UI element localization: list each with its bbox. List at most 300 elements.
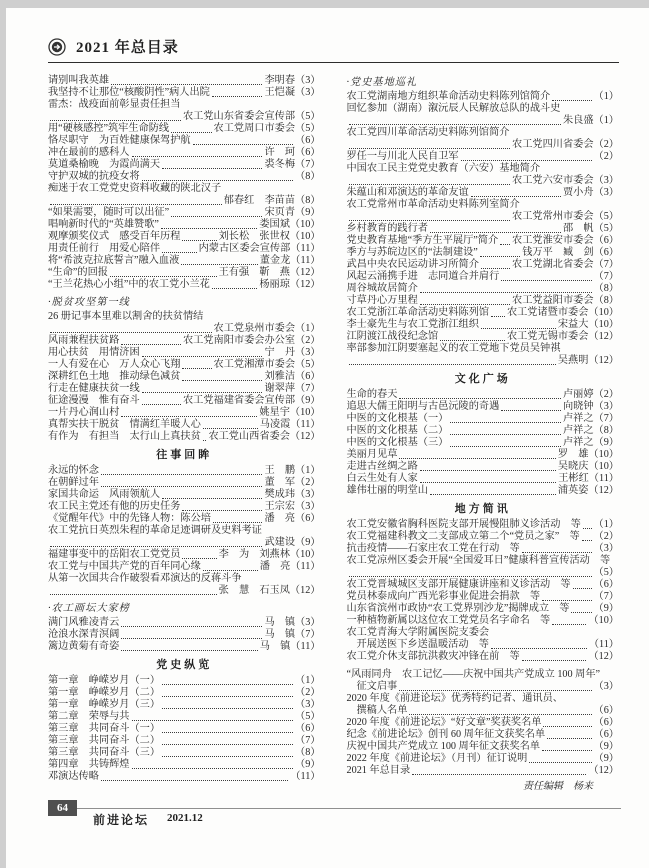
entry-ref: （6） bbox=[295, 723, 321, 734]
leader-dots bbox=[121, 626, 262, 627]
leader-dots bbox=[162, 732, 293, 733]
entry-ref: （2） bbox=[593, 151, 619, 162]
toc-entry-line bbox=[347, 151, 620, 163]
leader-dots bbox=[181, 264, 257, 265]
toc-entry-line bbox=[48, 465, 321, 477]
entry-ref: 许 珂（6） bbox=[264, 147, 321, 158]
leader-dots bbox=[440, 340, 505, 341]
entry-title: 请别叫我英雄 bbox=[48, 75, 110, 86]
toc-entry-line bbox=[48, 347, 321, 359]
toc-entry bbox=[347, 473, 620, 485]
entry-title: 第三章 共同奋斗（二） bbox=[48, 735, 161, 746]
toc-entry bbox=[347, 437, 620, 449]
toc-entry bbox=[48, 243, 321, 255]
toc-entry-line bbox=[48, 759, 321, 771]
entry-ref: 向晓钟（3） bbox=[562, 401, 619, 412]
entry-title: 庆祝中国共产党成立 100 周年征文获奖名单 bbox=[346, 741, 541, 752]
leader-dots bbox=[349, 124, 561, 125]
entry-ref: 李 为 刘燕林（10） bbox=[218, 549, 321, 560]
toc-entry-line bbox=[48, 183, 321, 195]
entry-title: 党员林泰成向广西光彩事业促进会捐款 等 bbox=[346, 591, 541, 602]
toc-entry bbox=[48, 641, 321, 653]
leader-dots bbox=[552, 624, 586, 625]
toc-entry bbox=[48, 383, 321, 395]
toc-entry-line bbox=[347, 591, 620, 603]
toc-entry-line bbox=[48, 407, 321, 419]
toc-entry-line bbox=[48, 87, 321, 99]
entry-ref: 农工党周口市委会（5） bbox=[213, 123, 321, 134]
leader-dots bbox=[101, 780, 288, 781]
entry-ref: 卢祥之（8） bbox=[562, 425, 619, 436]
leader-dots bbox=[121, 650, 257, 651]
leader-dots bbox=[182, 558, 216, 559]
toc-entry-line bbox=[347, 669, 620, 681]
leader-dots bbox=[121, 416, 257, 417]
entry-ref: 吴晓庆（10） bbox=[557, 461, 619, 472]
entry-title: 生命的春天 bbox=[346, 389, 398, 400]
entry-ref: （9） bbox=[593, 741, 619, 752]
toc-entry-line bbox=[48, 525, 321, 537]
toc-entry-line bbox=[48, 231, 321, 243]
leader-dots bbox=[212, 288, 258, 289]
entry-title: 李士豪先生与农工党浙江组织 bbox=[346, 319, 479, 330]
entry-ref: 姚星宇（10） bbox=[259, 407, 321, 418]
leader-dots bbox=[450, 446, 561, 447]
entry-title: 满门风雅凌青云 bbox=[48, 617, 120, 628]
entry-ref: （7） bbox=[593, 591, 619, 602]
entry-title: 26 册记事本里难以割舍的扶贫情结 bbox=[48, 311, 204, 322]
entry-title: 雷杰：战疫面前彰显责任担当 bbox=[48, 99, 181, 110]
entry-title: 恪尽职守 为百姓健康保驾护航 bbox=[48, 135, 191, 146]
leader-dots bbox=[542, 600, 591, 601]
toc-entry bbox=[48, 99, 321, 123]
entry-title: 中国农工民主党党史教育（六安）基地简介 bbox=[346, 163, 541, 174]
leader-dots bbox=[481, 328, 556, 329]
leader-dots bbox=[491, 316, 505, 317]
toc-entry bbox=[48, 371, 321, 383]
toc-entry bbox=[48, 431, 321, 443]
entry-title: 一种植物新属以这位农工党党员名字命名 等 bbox=[346, 615, 551, 626]
toc-entry bbox=[48, 549, 321, 561]
toc-entry-line bbox=[347, 579, 620, 591]
toc-entry-line bbox=[48, 537, 321, 549]
entry-title: 农工党浙江革命活动史料陈列馆 bbox=[346, 307, 490, 318]
entry-ref: （3） bbox=[593, 543, 619, 554]
toc-entry bbox=[48, 87, 321, 99]
entry-ref: （9） bbox=[593, 753, 619, 764]
toc-entry bbox=[347, 389, 620, 401]
leader-dots bbox=[111, 84, 262, 85]
leader-dots bbox=[582, 540, 592, 541]
toc-entry-line bbox=[48, 279, 321, 291]
leader-dots bbox=[399, 458, 555, 459]
entry-title: 邓演达传略 bbox=[48, 771, 99, 782]
entry-title: 第一章 峥嵘岁月（三） bbox=[48, 699, 161, 710]
leader-dots bbox=[182, 368, 211, 369]
toc-entry-line bbox=[48, 629, 321, 641]
entry-title: 观摩颁奖仪式 感受百年历程 bbox=[48, 231, 181, 242]
entry-ref: 农工党无锡市委会（12） bbox=[506, 331, 619, 342]
toc-entry-line bbox=[48, 395, 321, 407]
toc-entry bbox=[48, 687, 321, 699]
leader-dots bbox=[450, 434, 561, 435]
entry-ref: 谢翠萍（7） bbox=[264, 383, 321, 394]
entry-title: 征途漫漫 惟有奋斗 bbox=[48, 395, 140, 406]
toc-entry bbox=[48, 525, 321, 549]
toc-entry bbox=[347, 485, 620, 497]
entry-title: 走进古丝绸之路 bbox=[346, 461, 418, 472]
page-title: 2021 年总目录 bbox=[76, 40, 179, 56]
leader-dots bbox=[349, 220, 511, 221]
toc-entry-line bbox=[347, 343, 620, 355]
entry-title: 党史教育基地“季方生平展厅”简介 bbox=[346, 235, 499, 246]
entry-ref: （8） bbox=[593, 283, 619, 294]
toc-entry bbox=[347, 531, 620, 543]
entry-title: 痴迷于农工党党史资料收藏的陕北汉子 bbox=[48, 183, 222, 194]
entry-ref: （5） bbox=[593, 567, 619, 578]
toc-entry-line bbox=[48, 371, 321, 383]
toc-entry-line bbox=[347, 163, 620, 175]
entry-title: 农工民主党还有他的历史任务 bbox=[48, 501, 181, 512]
toc-entry-line bbox=[48, 311, 321, 323]
toc-entry-line bbox=[347, 753, 620, 765]
entry-ref: （7） bbox=[593, 271, 619, 282]
toc-entry bbox=[48, 395, 321, 407]
entry-ref: 杨丽琼（12） bbox=[259, 279, 321, 290]
toc-entry bbox=[347, 271, 620, 283]
toc-block bbox=[48, 297, 321, 443]
entry-title: 追思大儒王阳明与古邑沅陵的奇遇 bbox=[346, 401, 500, 412]
leader-dots bbox=[349, 148, 511, 149]
entry-title: 用心扶贫 用情济困 bbox=[48, 347, 140, 358]
toc-entry bbox=[48, 501, 321, 513]
section-header: 党史纵览 bbox=[156, 659, 213, 671]
entry-title: 罗任一与川北人民自卫军 bbox=[346, 151, 459, 162]
leader-dots bbox=[50, 120, 181, 121]
toc-entry-line bbox=[48, 747, 321, 759]
toc-entry bbox=[48, 477, 321, 489]
leader-dots bbox=[101, 474, 263, 475]
leader-dots bbox=[522, 552, 592, 553]
toc-entry-line bbox=[48, 219, 321, 231]
toc-entry bbox=[347, 163, 620, 187]
entry-ref: 农工党山东省委会宣传部（5） bbox=[182, 111, 321, 122]
entry-ref: 农工党益阳市委会（8） bbox=[512, 295, 619, 306]
entry-title: 一片丹心润山村 bbox=[48, 407, 120, 418]
toc-entry-line bbox=[347, 765, 620, 777]
toc-entry bbox=[48, 135, 321, 147]
toc-entry-line bbox=[48, 735, 321, 747]
toc-entry-line bbox=[48, 561, 321, 573]
page-content bbox=[6, 8, 649, 793]
toc-entry bbox=[48, 465, 321, 477]
toc-columns bbox=[48, 75, 619, 793]
entry-ref: 农工党淮安市委会（6） bbox=[512, 235, 619, 246]
toc-entry bbox=[347, 151, 620, 163]
toc-entry-line bbox=[347, 449, 620, 461]
entry-ref: （9） bbox=[593, 603, 619, 614]
toc-entry-line bbox=[347, 681, 620, 693]
entry-title: 乡村教育的践行者 bbox=[346, 223, 428, 234]
leader-dots bbox=[132, 156, 263, 157]
leader-dots bbox=[420, 470, 556, 471]
entry-title: 山东省滨州市政协“农工党界别沙龙”揭牌成立 等 bbox=[346, 603, 570, 614]
toc-entry-line bbox=[48, 699, 321, 711]
toc-entry-line bbox=[48, 147, 321, 159]
entry-title: 将“希波克拉底誓言”融入血液 bbox=[48, 255, 180, 266]
entry-title: 真帮实扶干脱贫 情满红羊暖人心 bbox=[48, 419, 201, 430]
leader-dots bbox=[547, 738, 591, 739]
leader-dots bbox=[171, 132, 211, 133]
entry-title: 农工党抗日英烈朱程的革命足迹调研及史料考证 bbox=[48, 525, 262, 536]
toc-entry-line bbox=[48, 135, 321, 147]
entry-ref: （11） bbox=[588, 639, 619, 650]
entry-ref: 罗 雄（10） bbox=[557, 449, 619, 460]
leader-dots bbox=[491, 648, 587, 649]
leader-dots bbox=[162, 756, 293, 757]
entry-ref: 娄国斌（10） bbox=[259, 219, 321, 230]
leader-dots bbox=[182, 380, 262, 381]
subsection-marker: ·党史基地巡礼 bbox=[346, 77, 418, 88]
toc-entry-line bbox=[48, 711, 321, 723]
entry-title: 季方与苏皖边区的“法制建设” bbox=[346, 247, 478, 258]
entry-title: 在朝鲜过年 bbox=[48, 477, 99, 488]
toc-entry-line bbox=[347, 115, 620, 127]
entry-ref: 董金龙（11） bbox=[259, 255, 321, 266]
entry-ref: 卢丽婷（2） bbox=[562, 389, 619, 400]
toc-entry bbox=[48, 617, 321, 629]
toc-block bbox=[347, 503, 620, 663]
toc-entry bbox=[48, 513, 321, 525]
leader-dots bbox=[409, 714, 591, 715]
entry-title: 2020 年度《前进论坛》优秀特约记者、通讯员、 bbox=[346, 693, 563, 704]
entry-title: 用责任前行 用爱心陪伴 bbox=[48, 243, 161, 254]
leader-dots bbox=[162, 744, 293, 745]
leader-dots bbox=[203, 440, 207, 441]
entry-title: 行走在健康扶贫一线 bbox=[48, 383, 140, 394]
entry-title: 农工党四川革命活动史料陈列馆简介 bbox=[346, 127, 510, 138]
toc-entry-line bbox=[347, 639, 620, 651]
toc-entry bbox=[347, 693, 620, 717]
leader-dots bbox=[420, 482, 556, 483]
entry-title: 2020 年度《前进论坛》“好文章”奖获奖名单 bbox=[346, 717, 542, 728]
toc-entry-line bbox=[48, 431, 321, 443]
entry-ref: 王有强 靳 燕（12） bbox=[218, 267, 321, 278]
toc-block bbox=[48, 449, 321, 597]
leader-dots bbox=[162, 684, 293, 685]
toc-entry-line bbox=[347, 567, 620, 579]
entry-title: 第二章 荣辱与共 bbox=[48, 711, 130, 722]
page-header bbox=[48, 36, 619, 63]
toc-entry bbox=[347, 765, 620, 777]
toc-entry bbox=[48, 675, 321, 687]
entry-ref: （6） bbox=[593, 729, 619, 740]
entry-title: 农工党与中国共产党的百年同心缘 bbox=[48, 561, 201, 572]
toc-entry bbox=[48, 219, 321, 231]
entry-title: “生命”的回报 bbox=[48, 267, 108, 278]
toc-entry-line bbox=[347, 627, 620, 639]
toc-entry bbox=[347, 555, 620, 579]
entry-title: 回忆参加（湖南）溆沅辰人民解放总队的战斗史 bbox=[346, 103, 561, 114]
toc-entry-line bbox=[347, 187, 620, 199]
entry-ref: 吴燕明（12） bbox=[557, 355, 619, 366]
toc-entry-line bbox=[48, 75, 321, 87]
toc-entry-line bbox=[347, 603, 620, 615]
entry-title: 中医的文化根基（一） bbox=[346, 413, 449, 424]
entry-title: 《觉醒年代》中的先锋人物：陈公培 bbox=[48, 513, 211, 524]
toc-entry-line bbox=[48, 207, 321, 219]
toc-entry-line bbox=[347, 331, 620, 343]
leader-dots bbox=[162, 252, 197, 253]
leader-dots bbox=[162, 696, 293, 697]
entry-ref: 刘长松 张世权（10） bbox=[218, 231, 321, 242]
entry-ref: 马 镇（11） bbox=[259, 641, 321, 652]
entry-ref: 贾小舟（3） bbox=[562, 187, 619, 198]
leader-dots bbox=[50, 204, 222, 205]
entry-ref: 内蒙古区委会宣传部（11） bbox=[198, 243, 321, 254]
entry-title: 农工党晋城城区支部开展健康讲座和义诊活动 等 bbox=[346, 579, 571, 590]
toc-entry-line bbox=[347, 717, 620, 729]
leader-dots bbox=[529, 762, 591, 763]
toc-column-right bbox=[347, 75, 620, 793]
leader-dots bbox=[501, 410, 561, 411]
toc-entry-line bbox=[347, 729, 620, 741]
toc-entry-line bbox=[347, 555, 620, 567]
toc-entry-line bbox=[347, 651, 620, 663]
toc-entry bbox=[48, 419, 321, 431]
toc-entry bbox=[347, 519, 620, 531]
leader-dots bbox=[101, 486, 263, 487]
toc-entry-line bbox=[48, 243, 321, 255]
toc-entry bbox=[48, 75, 321, 87]
leader-dots bbox=[142, 404, 181, 405]
entry-title: 抗击疫情——石家庄农工党在行动 等 bbox=[346, 543, 520, 554]
entry-title: 福建事变中的岳阳农工党党员 bbox=[48, 549, 181, 560]
entry-title: 风雨兼程扶贫路 bbox=[48, 335, 120, 346]
toc-entry-line bbox=[347, 223, 620, 235]
entry-title: 农工党凉州区委会开展“全国爱耳日”健康科普宣传活动 等 bbox=[346, 555, 611, 566]
entry-ref: 宋页青（9） bbox=[264, 207, 321, 218]
toc-entry-line bbox=[48, 641, 321, 653]
toc-entry bbox=[48, 311, 321, 335]
toc-entry bbox=[347, 425, 620, 437]
toc-entry-line bbox=[347, 247, 620, 259]
entry-ref: 潘 亮（11） bbox=[259, 561, 321, 572]
toc-entry-line bbox=[48, 513, 321, 525]
entry-title: 2022 年度《前进论坛》（月刊）征订说明 bbox=[346, 753, 528, 764]
toc-entry-line bbox=[347, 175, 620, 187]
toc-entry-line bbox=[48, 255, 321, 267]
toc-entry-line bbox=[48, 585, 321, 597]
toc-entry-line bbox=[347, 127, 620, 139]
entry-ref: （8） bbox=[295, 747, 321, 758]
toc-entry-line bbox=[48, 573, 321, 585]
toc-entry-line bbox=[48, 675, 321, 687]
entry-ref: 农工党湖北省委会（7） bbox=[512, 259, 619, 270]
entry-title: 冲在最前的感科人 bbox=[48, 147, 130, 158]
toc-entry-line bbox=[48, 335, 321, 347]
toc-entry bbox=[48, 123, 321, 135]
leader-dots bbox=[142, 356, 263, 357]
toc-entry-line bbox=[347, 103, 620, 115]
toc-entry bbox=[347, 259, 620, 271]
toc-entry-line bbox=[48, 477, 321, 489]
entry-title: 用“硬核感控”筑牢生命防线 bbox=[48, 123, 170, 134]
entry-ref: 潘 亮（6） bbox=[264, 513, 321, 524]
entry-ref: （2） bbox=[593, 531, 619, 542]
toc-entry-line bbox=[347, 437, 620, 449]
entry-title: “王兰花热心小组”中的农工党小兰花 bbox=[48, 279, 210, 290]
entry-ref: 张 慧 石玉凤（12） bbox=[218, 585, 321, 596]
entry-ref: 马凌霞（11） bbox=[259, 419, 321, 430]
toc-entry bbox=[48, 489, 321, 501]
entry-ref: 王宗宏（3） bbox=[264, 501, 321, 512]
toc-entry-line bbox=[347, 461, 620, 473]
toc-entry bbox=[48, 159, 321, 171]
leader-dots bbox=[461, 160, 592, 161]
toc-entry bbox=[347, 319, 620, 331]
issue-number: 2021.12 bbox=[167, 812, 203, 824]
toc-entry-line bbox=[48, 195, 321, 207]
leader-dots bbox=[193, 144, 293, 145]
entry-title: 第四章 共铸辉煌 bbox=[48, 759, 130, 770]
entry-ref: （6） bbox=[593, 717, 619, 728]
toc-block bbox=[48, 659, 321, 783]
entry-title: “如果需要，随时可以出征” bbox=[48, 207, 170, 218]
entry-ref: 农工党诸暨市委会（10） bbox=[506, 307, 619, 318]
leader-dots bbox=[399, 398, 561, 399]
toc-entry-line bbox=[48, 617, 321, 629]
entry-ref: （12） bbox=[588, 765, 619, 776]
toc-entry-line bbox=[48, 99, 321, 111]
leader-dots bbox=[543, 726, 591, 727]
toc-entry bbox=[347, 579, 620, 591]
section-header: 文化广场 bbox=[454, 373, 511, 385]
toc-entry-line bbox=[347, 543, 620, 555]
leader-dots bbox=[203, 570, 258, 571]
entry-title: 征文启事 bbox=[356, 681, 398, 692]
entry-title: 第一章 峥嵘岁月（二） bbox=[48, 687, 161, 698]
leader-dots bbox=[121, 638, 262, 639]
toc-entry-line bbox=[347, 271, 620, 283]
leader-dots bbox=[212, 96, 263, 97]
toc-entry-line bbox=[347, 319, 620, 331]
toc-entry bbox=[48, 255, 321, 267]
toc-entry bbox=[347, 199, 620, 223]
toc-entry-line bbox=[48, 501, 321, 513]
toc-entry bbox=[347, 461, 620, 473]
entry-ref: （2） bbox=[295, 687, 321, 698]
toc-entry-line bbox=[48, 383, 321, 395]
section-header: 往事回眸 bbox=[156, 449, 213, 461]
toc-entry-line bbox=[48, 323, 321, 335]
entry-title: 农工党青海大学附属医院支委会 bbox=[346, 627, 490, 638]
entry-ref: 农工党泉州市委会（1） bbox=[213, 323, 321, 334]
entry-ref: 农工党常州市委会（5） bbox=[512, 211, 619, 222]
toc-entry bbox=[347, 307, 620, 319]
toc-entry bbox=[48, 147, 321, 159]
toc-entry bbox=[48, 771, 321, 783]
entry-title: 家国共命运 风雨领航人 bbox=[48, 489, 161, 500]
toc-entry bbox=[48, 699, 321, 711]
toc-entry-line bbox=[347, 91, 620, 103]
entry-ref: （9） bbox=[295, 759, 321, 770]
toc-entry-line bbox=[347, 401, 620, 413]
toc-entry-line bbox=[347, 485, 620, 497]
toc-entry-line bbox=[347, 705, 620, 717]
toc-entry-line bbox=[347, 425, 620, 437]
entry-ref: （1） bbox=[593, 519, 619, 530]
